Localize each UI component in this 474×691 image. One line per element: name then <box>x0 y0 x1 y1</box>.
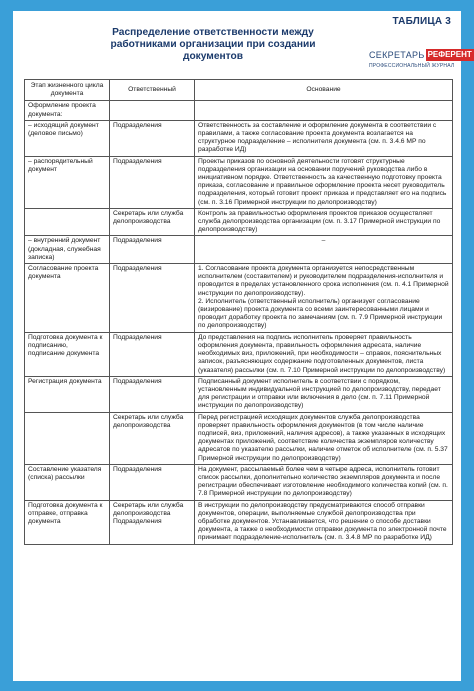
table-row <box>25 156 453 208</box>
cell-basis: – <box>195 236 453 264</box>
cell-responsible: Подразделения <box>110 156 195 208</box>
table-row <box>25 236 453 264</box>
column-header-stage: Этап жизненного цикла документа <box>25 80 110 101</box>
cell-responsible: Подразделения <box>110 332 195 376</box>
cell-responsible: Секретарь или служба делопроизводства Подразделения <box>110 500 195 544</box>
cell-basis: Перед регистрацией исходящих документов служба делопроизводства проверяет правильность оформления документов (в том числе наличие подписей, виз, приложений, наличия адресов), а также указанных в исходящих документах приложений, соответствие количества экземпляров количеству адресатов по указателю рассылки, наличие отметок об исполнителе (см. п. 5.37 Примерной инструкции по делопроизводству) <box>195 412 453 464</box>
logo-subtitle: ПРОФЕССИОНАЛЬНЫЙ ЖУРНАЛ <box>369 63 455 69</box>
table-row <box>25 464 453 500</box>
cell-responsible: Подразделения <box>110 464 195 500</box>
cell-basis: Проекты приказов по основной деятельности готовят структурные подразделения организации на основании поручений руководства либо в инициативном порядке. Ответственность за качественную подготовку проекта приказа, согласование и правильное оформление проекта несет руководитель подразделения, который готовит проект приказа и представляет его на подпись (см. п. 3.16 Примерной инструкции по делопроизводству) <box>195 156 453 208</box>
cell-basis: В инструкции по делопроизводству предусматриваются способ отправки документов, операции, выполняемые службой делопроизводства при обработке документов. Устанавливается, что решение о способе доставки документа, а также о необходимости отправки документа по электронной почте принимает подразделение-исполнитель (см. п. 3.4.8 МР по разработке ИД) <box>195 500 453 544</box>
cell-responsible <box>110 101 195 120</box>
cell-stage: Регистрация документа <box>25 376 110 412</box>
logo-word: СЕКРЕТАРЬ <box>369 50 425 60</box>
table-body <box>25 101 453 544</box>
magazine-logo <box>369 49 472 69</box>
responsibility-table <box>24 79 453 545</box>
cell-stage <box>25 412 110 464</box>
cell-stage: – распорядительный документ <box>25 156 110 208</box>
cell-responsible: Подразделения <box>110 120 195 156</box>
table-row <box>25 332 453 376</box>
table-row <box>25 208 453 236</box>
document-page <box>13 11 472 681</box>
cell-stage: Согласование проекта документа <box>25 264 110 333</box>
table-row <box>25 500 453 544</box>
cell-basis: Ответственность за составление и оформление документа в соответствии с правилами, а также согласование проекта документа возлагается на структурное подразделение – исполнителя документа (см. п. 3.4.6 МР по разработке ИД) <box>195 120 453 156</box>
cell-responsible: Секретарь или служба делопроизводства <box>110 208 195 236</box>
logo-brand: РЕФЕРЕНТ <box>427 50 472 59</box>
cell-stage: Оформление проекта документа: <box>25 101 110 120</box>
column-header-responsible: Ответственный <box>110 80 195 101</box>
table-row <box>25 120 453 156</box>
cell-responsible: Секретарь или служба делопроизводства <box>110 412 195 464</box>
cell-basis: Подписанный документ исполнитель в соответствии с порядком, установленным индивидуальной инструкцией по делопроизводству, передает для регистрации и отправки или включения в дело (см. п. 7.11 Примерной инструкции по делопроизводству) <box>195 376 453 412</box>
page-header <box>13 11 472 77</box>
cell-responsible: Подразделения <box>110 376 195 412</box>
table-number: ТАБЛИЦА 3 <box>392 16 451 27</box>
table-row <box>25 376 453 412</box>
table-header-row <box>25 80 453 101</box>
cell-stage: Составление указателя (списка) рассылки <box>25 464 110 500</box>
page-title: Распределение ответственности между работниками организации при создании документов <box>110 27 316 62</box>
cell-basis: На документ, рассылаемый более чем в четыре адреса, исполнитель готовит список рассылки, дополнительно количество экземпляров документа и после регистрации обеспечивает изготовление необходимого количества копий (см. п. 7.8 Примерной инструкции по делопроизводству) <box>195 464 453 500</box>
cell-stage: – исходящий документ (деловое письмо) <box>25 120 110 156</box>
table-row <box>25 412 453 464</box>
cell-basis <box>195 101 453 120</box>
cell-responsible: Подразделения <box>110 236 195 264</box>
cell-basis: Контроль за правильностью оформления проектов приказов осуществляет служба делопроизводства организации (см. п. 3.17 Примерной инструкции по делопроизводству) <box>195 208 453 236</box>
cell-basis: До представления на подпись исполнитель проверяет правильность оформления документа, правильность оформления адресата, наличие необходимых виз, приложений, при необходимости – справок, пояснительных записок, разъясняющих содержание подготовленных документов, листа (указателя) рассылки (см. п. 7.10 Примерной инструкции по делопроизводству) <box>195 332 453 376</box>
cell-basis: 1. Согласование проекта документа организуется непосредственным исполнителем (составителем) и руководителем подразделения-исполнителя и проводится в пределах установленного срока исполнения (см. п. 4.1 Примерной инструкции по делопроизводству). 2. Исполнитель (ответственный исполнитель) организует согласование (визирование) проекта документа со всеми заинтересованными лицами и проводит доработку проекта по замечаниям (см. п. 7.9 Примерной инструкции по делопроизводству) <box>195 264 453 333</box>
table-row <box>25 264 453 333</box>
cell-responsible: Подразделения <box>110 264 195 333</box>
cell-stage: Подготовка документа к подписанию, подписание документа <box>25 332 110 376</box>
cell-stage: Подготовка документа к отправке, отправка документа <box>25 500 110 544</box>
cell-stage <box>25 208 110 236</box>
table-row <box>25 101 453 120</box>
cell-stage: – внутренний документ (докладная, служебная записка) <box>25 236 110 264</box>
column-header-basis: Основание <box>195 80 453 101</box>
